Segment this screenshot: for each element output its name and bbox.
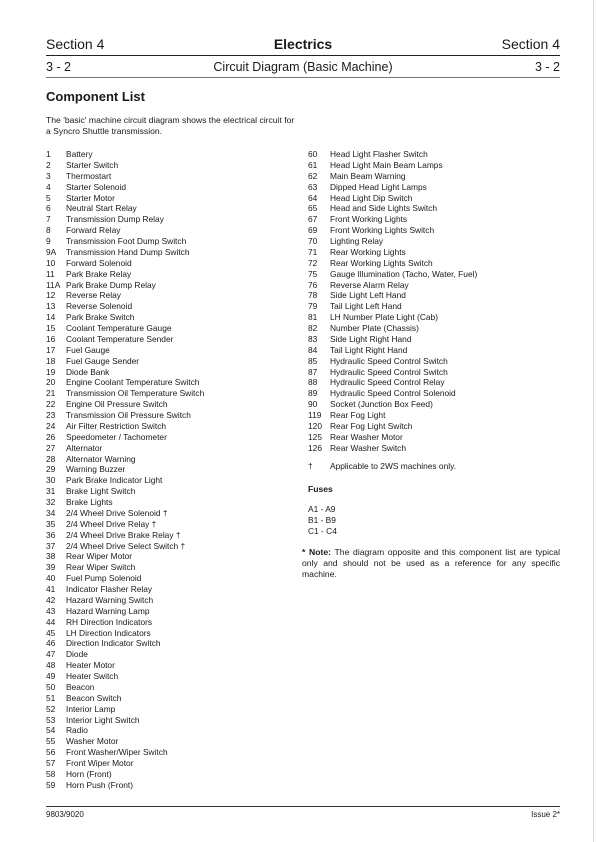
component-label: Brake Lights	[66, 497, 113, 507]
component-number: 12	[46, 290, 56, 301]
component-label: Diode	[66, 649, 88, 660]
component-number: 61	[308, 159, 318, 170]
component-label: Hydraulic Speed Control Switch	[330, 355, 448, 366]
component-label: Engine Coolant Temperature Switch	[66, 377, 200, 388]
component-number: 34	[46, 507, 56, 518]
component-item	[46, 769, 204, 780]
dagger-symbol: †	[308, 461, 313, 471]
component-item	[46, 454, 204, 465]
component-item	[46, 203, 204, 214]
component-label: Starter Solenoid	[66, 181, 127, 192]
component-item	[46, 410, 204, 421]
component-number: 82	[308, 323, 318, 333]
component-label: Fuel Gauge	[66, 344, 110, 355]
component-item	[308, 443, 477, 454]
component-label: Transmission Dump Relay	[66, 214, 164, 225]
page-number-right: 3 - 2	[534, 60, 560, 74]
component-item	[46, 573, 204, 584]
component-item	[46, 497, 204, 508]
component-label: Rear Working Lights	[330, 246, 406, 257]
component-item	[46, 736, 204, 747]
component-label: 2/4 Wheel Drive Brake Relay †	[66, 529, 181, 540]
component-item	[308, 410, 477, 421]
component-label: Front Washer/Wiper Switch	[66, 747, 168, 758]
component-label: Beacon	[66, 681, 95, 692]
component-label: Fuel Pump Solenoid	[66, 573, 142, 584]
component-number: 84	[308, 344, 318, 355]
component-item	[46, 758, 204, 769]
component-label: Transmission Foot Dump Switch	[66, 236, 187, 246]
component-item	[308, 149, 477, 160]
component-item	[308, 225, 477, 236]
component-item	[46, 280, 204, 291]
component-number: 85	[308, 355, 318, 366]
note-text: The diagram opposite and this component list are typical only and should not be used as a reference for any specific machine.	[302, 547, 560, 579]
component-label: Reverse Alarm Relay	[330, 279, 409, 290]
component-item	[308, 160, 477, 171]
component-item	[46, 301, 204, 312]
component-label: Lighting Relay	[330, 236, 384, 246]
component-item	[308, 301, 477, 312]
component-item	[46, 323, 204, 334]
component-label: Horn Push (Front)	[66, 779, 134, 790]
component-item	[308, 356, 477, 367]
component-item	[308, 367, 477, 378]
component-item	[308, 258, 477, 269]
component-item	[308, 203, 477, 214]
component-number: 38	[46, 551, 56, 562]
component-number: 55	[46, 736, 56, 747]
component-number: 30	[46, 475, 56, 486]
component-item	[308, 290, 477, 301]
component-item	[46, 780, 204, 791]
component-number: 69	[308, 225, 318, 236]
component-label: Head Light Flasher Switch	[330, 149, 428, 159]
component-label: Heater Motor	[66, 660, 115, 671]
component-label: Hazard Warning Switch	[66, 594, 154, 605]
component-number: 72	[308, 257, 318, 268]
footer-divider	[46, 806, 560, 807]
component-number: 27	[46, 442, 56, 453]
component-item	[46, 530, 204, 541]
component-number: 17	[46, 344, 56, 355]
component-item	[46, 149, 204, 160]
component-label: Transmission Oil Temperature Switch	[66, 388, 205, 399]
component-number: 62	[308, 170, 318, 181]
component-label: Alternator Warning	[66, 453, 136, 464]
component-number: 29	[46, 464, 56, 475]
component-item	[46, 345, 204, 356]
component-list-heading: Component List	[46, 89, 145, 104]
component-number: 87	[308, 366, 318, 377]
component-item	[46, 334, 204, 345]
component-label: Hydraulic Speed Control Relay	[330, 377, 445, 388]
component-item	[46, 421, 204, 432]
fuses-list	[308, 504, 337, 537]
component-label: Speedometer / Tachometer	[66, 431, 167, 442]
component-label: Side Light Right Hand	[330, 333, 412, 344]
component-label: Diode Bank	[66, 366, 110, 377]
component-number: 50	[46, 681, 56, 692]
component-item	[46, 312, 204, 323]
component-label: Park Brake Dump Relay	[66, 279, 156, 290]
component-number: 15	[46, 323, 56, 333]
component-number: 63	[308, 181, 318, 192]
component-number: 10	[46, 257, 56, 268]
component-item	[46, 584, 204, 595]
component-label: Head Light Dip Switch	[330, 192, 413, 203]
component-number: 53	[46, 714, 56, 725]
component-label: Starter Switch	[66, 159, 119, 170]
component-label: Head Light Main Beam Lamps	[330, 159, 443, 170]
note-paragraph	[302, 547, 560, 580]
component-label: Interior Light Switch	[66, 714, 140, 725]
component-item	[308, 421, 477, 432]
component-number: 120	[308, 420, 322, 431]
component-number: 64	[308, 192, 318, 203]
component-item	[46, 638, 204, 649]
component-item	[46, 541, 204, 552]
component-label: Forward Relay	[66, 225, 121, 236]
component-number: 2	[46, 159, 51, 170]
component-item	[46, 628, 204, 639]
component-number: 56	[46, 747, 56, 758]
component-number: 26	[46, 431, 56, 442]
component-label: Rear Washer Switch	[330, 442, 407, 453]
component-label: Rear Wiper Motor	[66, 551, 133, 562]
component-label: Gauge Illumination (Tacho, Water, Fuel)	[330, 268, 478, 279]
component-label: Head and Side Lights Switch	[330, 203, 438, 214]
component-item	[308, 334, 477, 345]
component-label: Washer Motor	[66, 736, 119, 747]
component-item	[308, 236, 477, 247]
component-item	[308, 269, 477, 280]
component-item	[46, 715, 204, 726]
component-number: 57	[46, 758, 56, 768]
component-label: Coolant Temperature Sender	[66, 333, 174, 344]
component-item	[46, 649, 204, 660]
component-number: 54	[46, 725, 56, 736]
component-label: Main Beam Warning	[330, 170, 406, 181]
component-number: 18	[46, 355, 56, 366]
component-item	[46, 562, 204, 573]
component-item	[308, 345, 477, 356]
component-item	[46, 171, 204, 182]
component-number: 49	[46, 671, 56, 681]
component-number: 89	[308, 388, 318, 399]
component-number: 46	[46, 638, 56, 649]
page-number-left: 3 - 2	[46, 60, 72, 74]
component-item	[46, 606, 204, 617]
component-item	[46, 258, 204, 269]
component-label: Warning Buzzer	[66, 464, 126, 475]
component-label: Forward Solenoid	[66, 257, 132, 268]
component-item	[46, 367, 204, 378]
component-label: Indicator Flasher Relay	[66, 584, 153, 594]
component-list-right	[308, 149, 477, 454]
component-number: 32	[46, 497, 56, 507]
component-number: 40	[46, 573, 56, 584]
component-number: 52	[46, 703, 56, 714]
page-edge-line	[593, 0, 594, 842]
component-number: 79	[308, 301, 318, 312]
component-item	[46, 432, 204, 443]
component-item	[46, 671, 204, 682]
fuse-range: A1 - A9	[308, 504, 336, 514]
component-number: 13	[46, 301, 56, 312]
dagger-footnote	[308, 461, 456, 471]
component-item	[46, 443, 204, 454]
component-number: 51	[46, 692, 56, 703]
component-label: 2/4 Wheel Drive Relay †	[66, 518, 157, 529]
component-item	[308, 214, 477, 225]
fuse-range: C1 - C4	[308, 526, 337, 536]
component-label: Reverse Solenoid	[66, 301, 133, 312]
component-label: 2/4 Wheel Drive Solenoid †	[66, 507, 168, 518]
component-item	[46, 290, 204, 301]
component-label: Interior Lamp	[66, 703, 116, 714]
component-label: Neutral Start Relay	[66, 203, 137, 214]
component-label: Rear Fog Light Switch	[330, 420, 413, 431]
component-item	[46, 747, 204, 758]
component-label: Front Working Lights	[330, 214, 408, 225]
component-label: Starter Motor	[66, 192, 115, 203]
component-list-left	[46, 149, 204, 791]
section-label-right: Section 4	[501, 36, 560, 52]
component-number: 6	[46, 203, 51, 214]
fuse-range: B1 - B9	[308, 515, 336, 525]
component-number: 44	[46, 616, 56, 627]
component-number: 21	[46, 388, 56, 399]
component-item	[46, 519, 204, 530]
component-label: Socket (Junction Box Feed)	[330, 399, 433, 410]
component-number: 76	[308, 279, 318, 290]
component-label: Park Brake Switch	[66, 312, 135, 323]
component-item	[46, 356, 204, 367]
component-label: Brake Light Switch	[66, 486, 136, 497]
component-label: Rear Fog Light	[330, 410, 386, 420]
component-label: Tail Light Left Hand	[330, 301, 402, 312]
component-item	[46, 508, 204, 519]
note-label: * Note:	[302, 547, 331, 557]
component-number: 20	[46, 377, 56, 388]
component-item	[308, 388, 477, 399]
component-item	[46, 725, 204, 736]
component-item	[308, 323, 477, 334]
component-number: 5	[46, 192, 51, 203]
component-label: Transmission Oil Pressure Switch	[66, 410, 191, 420]
page-footer	[46, 810, 560, 819]
component-item	[46, 225, 204, 236]
component-label: Dipped Head Light Lamps	[330, 181, 427, 192]
component-item	[46, 595, 204, 606]
component-item	[308, 182, 477, 193]
component-label: RH Direction Indicators	[66, 616, 153, 627]
component-item	[46, 704, 204, 715]
intro-paragraph: The 'basic' machine circuit diagram shows the electrical circuit for a Syncro Shuttle transmission.	[46, 115, 295, 136]
component-number: 1	[46, 149, 51, 159]
component-label: Battery	[66, 149, 93, 159]
document-number: 9803/9020	[46, 810, 84, 819]
component-label: Horn (Front)	[66, 768, 112, 779]
component-number: 119	[308, 410, 322, 420]
component-number: 59	[46, 779, 56, 790]
component-number: 35	[46, 518, 56, 529]
component-number: 19	[46, 366, 56, 377]
dagger-note-text: Applicable to 2WS machines only.	[330, 461, 456, 471]
component-label: Engine Oil Pressure Switch	[66, 399, 168, 410]
component-label: Park Brake Indicator Light	[66, 475, 163, 486]
component-item	[46, 236, 204, 247]
component-item	[46, 551, 204, 562]
component-number: 70	[308, 236, 318, 246]
component-number: 42	[46, 594, 56, 605]
component-number: 8	[46, 225, 51, 236]
component-number: 31	[46, 486, 56, 497]
component-number: 60	[308, 149, 318, 159]
component-item	[308, 312, 477, 323]
component-number: 75	[308, 268, 318, 279]
component-label: Number Plate (Chassis)	[330, 323, 419, 333]
component-number: 41	[46, 584, 56, 594]
fuses-heading: Fuses	[308, 484, 333, 494]
component-label: Park Brake Relay	[66, 268, 132, 279]
component-item	[308, 193, 477, 204]
component-number: 88	[308, 377, 318, 388]
component-item	[46, 682, 204, 693]
component-label: Front Working Lights Switch	[330, 225, 435, 236]
component-label: Coolant Temperature Gauge	[66, 323, 172, 333]
component-item	[46, 660, 204, 671]
component-item	[308, 432, 477, 443]
component-item	[46, 617, 204, 628]
component-label: Direction Indicator Switch	[66, 638, 161, 649]
header-divider	[46, 55, 560, 56]
component-label: Side Light Left Hand	[330, 290, 406, 301]
component-item	[46, 388, 204, 399]
subheader-divider	[46, 77, 560, 78]
component-number: 126	[308, 442, 322, 453]
component-number: 3	[46, 170, 51, 181]
component-item	[46, 399, 204, 410]
section-label-left: Section 4	[46, 36, 105, 52]
component-number: 7	[46, 214, 51, 225]
component-label: LH Direction Indicators	[66, 627, 151, 638]
component-number: 28	[46, 453, 56, 464]
component-label: 2/4 Wheel Drive Select Switch †	[66, 540, 186, 551]
component-number: 67	[308, 214, 318, 225]
component-label: Beacon Switch	[66, 692, 122, 703]
component-label: Alternator	[66, 442, 103, 453]
component-item	[308, 171, 477, 182]
component-label: Thermostart	[66, 170, 112, 181]
page-header	[46, 36, 560, 52]
component-item	[308, 247, 477, 258]
component-number: 37	[46, 540, 56, 551]
component-number: 83	[308, 333, 318, 344]
component-number: 23	[46, 410, 56, 420]
component-item	[308, 377, 477, 388]
component-number: 11A	[46, 279, 61, 290]
component-number: 22	[46, 399, 56, 410]
component-item	[46, 464, 204, 475]
component-number: 43	[46, 605, 56, 616]
component-label: Fuel Gauge Sender	[66, 355, 140, 366]
component-number: 11	[46, 268, 55, 279]
component-number: 24	[46, 420, 56, 431]
component-number: 14	[46, 312, 56, 323]
component-number: 81	[308, 312, 318, 323]
page-subheader	[46, 60, 560, 74]
component-label: Rear Working Lights Switch	[330, 257, 433, 268]
component-item	[308, 280, 477, 291]
component-label: LH Number Plate Light (Cab)	[330, 312, 438, 323]
component-number: 58	[46, 768, 56, 779]
component-label: Tail Light Right Hand	[330, 344, 408, 355]
component-label: Hydraulic Speed Control Solenoid	[330, 388, 456, 399]
component-item	[46, 247, 204, 258]
component-number: 125	[308, 431, 322, 442]
component-number: 48	[46, 660, 56, 671]
component-number: 78	[308, 290, 318, 301]
component-label: Heater Switch	[66, 671, 119, 681]
page-subtitle: Circuit Diagram (Basic Machine)	[213, 60, 393, 74]
component-label: Radio	[66, 725, 88, 736]
component-label: Rear Washer Motor	[330, 431, 403, 442]
component-number: 16	[46, 333, 56, 344]
component-item	[46, 377, 204, 388]
component-item	[46, 182, 204, 193]
component-number: 71	[308, 246, 318, 257]
page-title: Electrics	[273, 36, 333, 52]
component-number: 4	[46, 181, 51, 192]
component-item	[46, 475, 204, 486]
component-label: Hydraulic Speed Control Switch	[330, 366, 448, 377]
component-number: 47	[46, 649, 56, 660]
component-number: 90	[308, 399, 318, 410]
component-label: Reverse Relay	[66, 290, 121, 301]
component-label: Hazard Warning Lamp	[66, 605, 150, 616]
component-item	[46, 269, 204, 280]
component-item	[46, 193, 204, 204]
component-item	[46, 693, 204, 704]
component-number: 9A	[46, 246, 57, 257]
component-item	[46, 160, 204, 171]
component-label: Rear Wiper Switch	[66, 562, 136, 573]
component-item	[46, 214, 204, 225]
component-number: 36	[46, 529, 56, 540]
component-label: Transmission Hand Dump Switch	[66, 246, 190, 257]
component-number: 9	[46, 236, 51, 246]
component-item	[46, 486, 204, 497]
component-label: Front Wiper Motor	[66, 758, 134, 768]
component-label: Air Filter Restriction Switch	[66, 420, 167, 431]
component-number: 45	[46, 627, 56, 638]
issue-label: Issue 2*	[531, 810, 560, 819]
component-number: 39	[46, 562, 56, 573]
component-item	[308, 399, 477, 410]
component-number: 65	[308, 203, 318, 214]
